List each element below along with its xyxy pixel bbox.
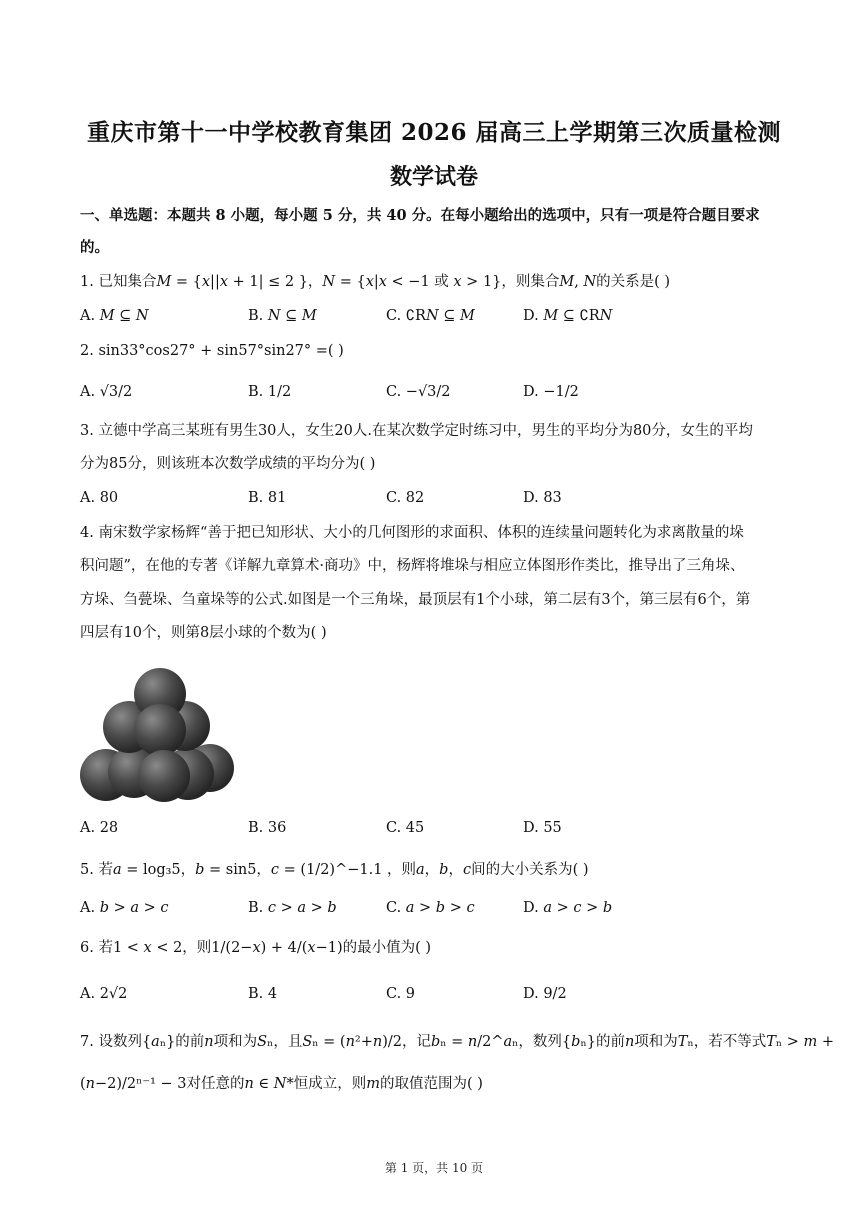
question-6-option-a: A. 2√2 [80, 986, 128, 1002]
question-4-option-c: C. 45 [386, 820, 425, 836]
question-3-option-a: A. 80 [80, 490, 119, 506]
question-3-option-b: B. 81 [248, 490, 287, 506]
question-4-option-d: D. 55 [523, 820, 562, 836]
page-title: 重庆市第十一中学校教育集团 2026 届高三上学期第三次质量检测 [86, 119, 782, 146]
question-2-stem: 2. sin33°cos27° + sin57°sin27° =( ) [80, 343, 344, 359]
page-subtitle: 数学试卷 [389, 164, 478, 190]
question-4-stem-line-3: 方垛、刍甍垛、刍童垛等的公式.如图是一个三角垛，最顶层有1个小球，第二层有3个，第三层有6个，第 [80, 592, 751, 608]
question-2-option-a: A. √3/2 [80, 384, 133, 400]
question-6-option-d: D. 9/2 [523, 986, 567, 1002]
question-4-stem-line-2: 积问题”，在他的专著《详解九章算术·商功》中，杨辉将堆垛与相应立体图形作类比，推导出了三角垛、 [80, 558, 745, 574]
question-6-option-c: C. 9 [386, 986, 416, 1002]
question-2-option-b: B. 1/2 [248, 384, 292, 400]
page-footer: 第 1 页，共 10 页 [384, 1161, 484, 1175]
question-7-stem-line-2: (𝑛−2)/2ⁿ⁻¹ − 3对任意的𝑛 ∈ 𝑁*恒成立，则𝑚的取值范围为( ) [80, 1076, 483, 1092]
question-5-stem: 5. 若𝑎 = log₃5，𝑏 = sin5，𝑐 = (1/2)^−1.1 ，则𝑎，𝑏，𝑐间的大小关系为( ) [80, 862, 589, 878]
question-4-stem-line-1: 4. 南宋数学家杨辉“善于把已知形状、大小的几何图形的求面积、体积的连续量问题转化为求离散量的垛 [80, 525, 744, 541]
question-4-option-b: B. 36 [248, 820, 287, 836]
question-3-option-c: C. 82 [386, 490, 425, 506]
question-7-stem-line-1: 7. 设数列{𝑎ₙ}的前𝑛项和为𝑆ₙ，且𝑆ₙ = (𝑛²+𝑛)/2，记𝑏ₙ = 𝑛/2^𝑎ₙ，数列{𝑏ₙ}的前𝑛项和为𝑇ₙ，若不等式𝑇ₙ > 𝑚 + [80, 1034, 835, 1050]
ball-group [80, 668, 234, 802]
question-5-option-a: A. 𝑏 > 𝑎 > 𝑐 [80, 900, 169, 916]
question-1-option-a: A. 𝑀 ⊆ 𝑁 [80, 308, 149, 324]
question-2-option-d: D. −1/2 [523, 384, 579, 400]
question-2-option-c: C. −√3/2 [386, 384, 451, 400]
question-3-stem-line-1: 3. 立德中学高三某班有男生30人，女生20人.在某次数学定时练习中，男生的平均分为80分，女生的平均 [80, 423, 753, 439]
question-1-option-c: C. ∁R𝑁 ⊆ 𝑀 [386, 308, 475, 324]
question-1-option-b: B. 𝑁 ⊆ 𝑀 [248, 308, 317, 324]
question-1-option-d: D. 𝑀 ⊆ ∁R𝑁 [523, 308, 613, 324]
question-6-option-b: B. 4 [248, 986, 278, 1002]
question-5-option-c: C. 𝑎 > 𝑏 > 𝑐 [386, 900, 475, 916]
question-1-stem: 1. 已知集合𝑀 = {𝑥||𝑥 + 1| ≤ 2 }，𝑁 = {𝑥|𝑥 < −1 或 𝑥 > 1}，则集合𝑀, 𝑁的关系是( ) [80, 274, 671, 290]
question-3-stem-line-2: 分为85分，则该班本次数学成绩的平均分为( ) [80, 456, 376, 472]
question-3-option-d: D. 83 [523, 490, 562, 506]
question-4-option-a: A. 28 [80, 820, 119, 836]
section-heading: 一、单选题：本题共 8 小题，每小题 5 分，共 40 分。在每小题给出的选项中，只有一项是符合题目要求 [80, 207, 760, 224]
question-4-stem-line-4: 四层有10个，则第8层小球的个数为( ) [80, 625, 327, 641]
question-5-option-d: D. 𝑎 > 𝑐 > 𝑏 [523, 900, 613, 916]
section-heading-cont: 的。 [80, 239, 109, 256]
ball-stack-image [78, 660, 238, 805]
question-5-option-b: B. 𝑐 > 𝑎 > 𝑏 [248, 900, 337, 916]
question-6-stem: 6. 若1 < 𝑥 < 2，则1/(2−𝑥) + 4/(𝑥−1)的最小值为( ) [80, 940, 432, 956]
